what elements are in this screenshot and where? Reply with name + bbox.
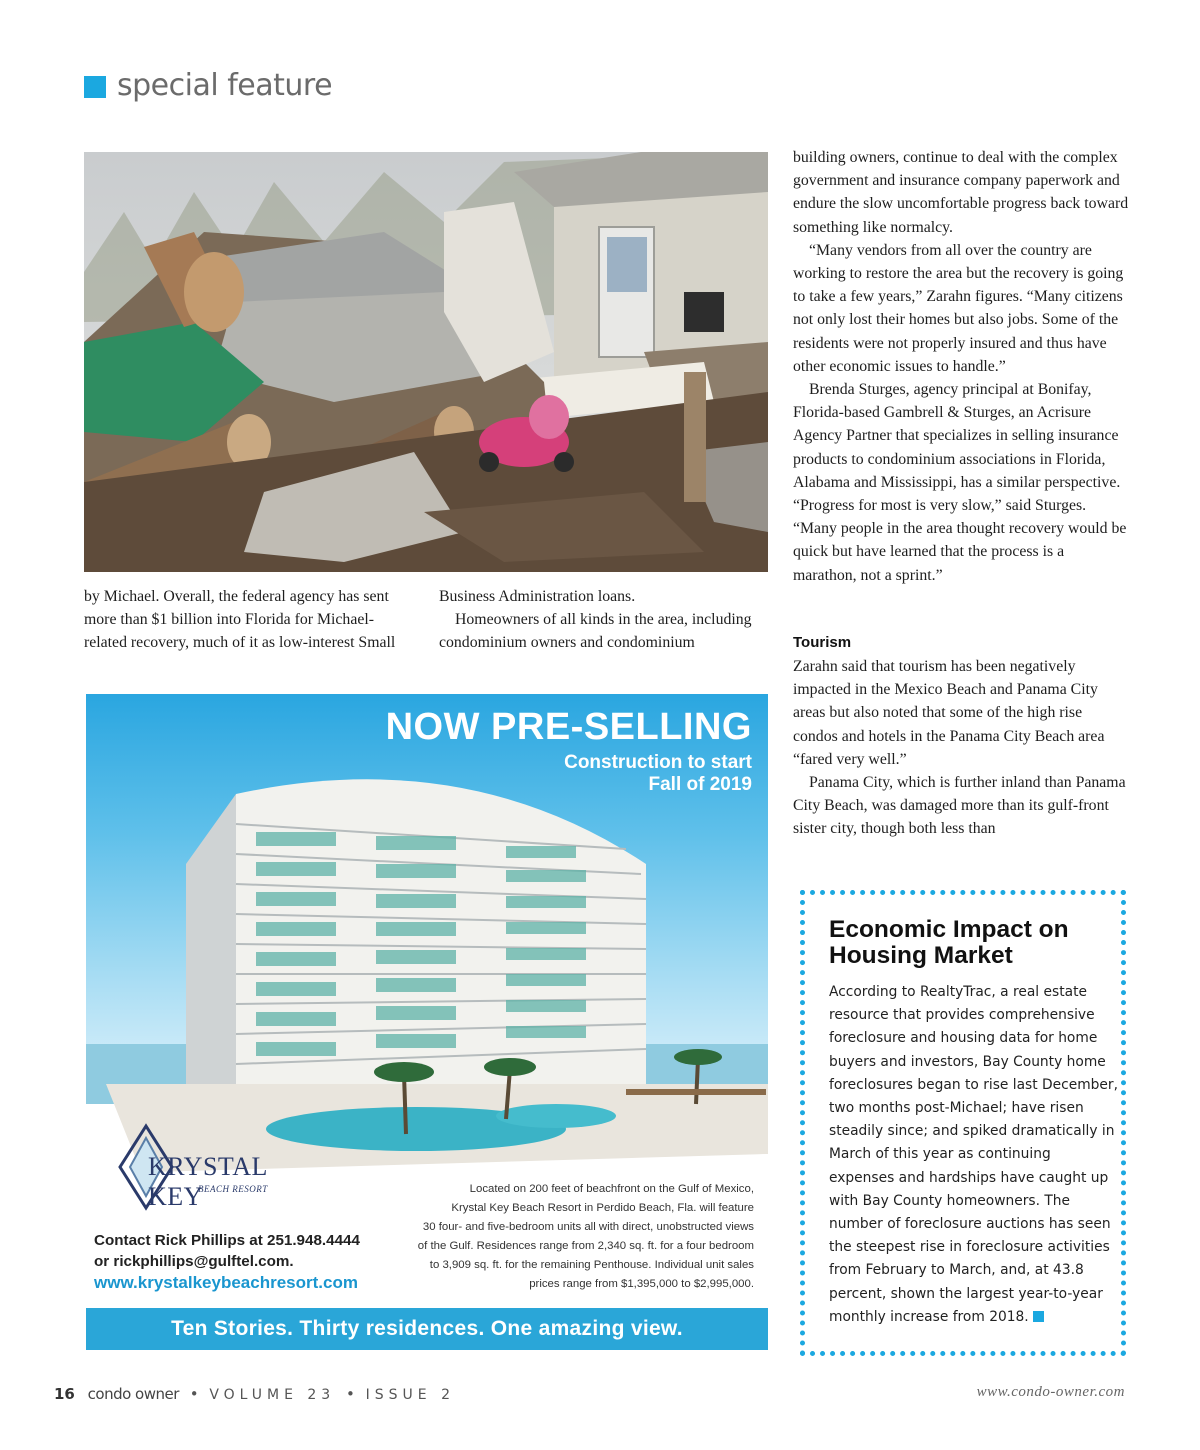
article-paragraph: by Michael. Overall, the federal agency has sent more than $1 billion into Florida for Michael-related recovery, much of it as low-interest Small (84, 588, 396, 652)
sidebar-title: Economic Impact on Housing Market (829, 916, 1069, 969)
ad-contact-email[interactable]: or rickphillips@gulftel.com. (94, 1253, 294, 1270)
article-paragraph: Brenda Sturges, agency principal at Bonifay, Florida-based Gambrell & Sturges, an Acrisure Agency Partner that specializes in selling insurance products to condominium associations in Florida, Alabama and Mississippi, has a similar perspective. “Progress for most is very slow,” said Sturges. “Many people in the area thought recovery would be quick but have learned that the process is a marathon, not a sprint.” (793, 381, 1127, 584)
section-title: special feature (117, 68, 333, 103)
sidebar-body (829, 981, 1119, 1329)
page-number: 16 (54, 1385, 75, 1403)
krystal-key-advertisement[interactable] (86, 694, 768, 1350)
ad-description-line: prices range from $1,395,000 to $2,995,000. (529, 1278, 754, 1290)
magazine-name: condo owner (87, 1385, 179, 1403)
article-paragraph: Zarahn said that tourism has been negatively impacted in the Mexico Beach and Panama City areas but also noted that some of the high rise condos and hotels in the Panama City Beach area “fared very well.” (793, 658, 1105, 768)
article-paragraph: “Many vendors from all over the country are working to restore the area but the recovery is going to take a few years,” Zarahn figures. “Many citizens not only lost their homes but also jobs. Some of the residents were not properly insured and thus have other economic issues to handle.” (793, 241, 1124, 375)
ad-subheadline (452, 752, 752, 796)
bullet-separator: • (189, 1385, 199, 1403)
logo-tagline: BEACH RESORT (198, 1184, 268, 1194)
sidebar-text: According to RealtyTrac, a real estate resource that provides comprehensive foreclosure and housing data for home buyers and investors, Bay County home foreclosures began to rise last December, two months post-Michael; have risen steadily since; and spiked dramatically in March of this year as continuing expenses and hardships have caught up with Bay County homeowners. The number of foreclosure auctions has seen the steepest rise in foreclosure activities from February to March, and, at 43.8 percent, shown the largest year-to-year monthly increase from 2018. (829, 984, 1118, 1325)
article-column-2 (439, 585, 769, 655)
subhead-tourism: Tourism (793, 634, 852, 651)
article-paragraph: Panama City, which is further inland than Panama City Beach, was damaged more than its gulf-front sister city, though both less than (793, 774, 1126, 838)
article-paragraph: Homeowners of all kinds in the area, including condominium owners and condominium (439, 611, 752, 652)
ad-headline: NOW PRE-SELLING (385, 706, 752, 748)
ad-website-link[interactable]: www.krystalkeybeachresort.com (94, 1273, 358, 1292)
issue-label: ISSUE 2 (365, 1387, 455, 1403)
ad-description-line: to 3,909 sq. ft. for the remaining Penthouse. Individual unit sales (429, 1259, 754, 1271)
logo-name: KRYSTAL KEY (148, 1152, 267, 1211)
article-column-3-continued (793, 655, 1129, 841)
footer-folio (54, 1385, 455, 1403)
section-marker (84, 76, 106, 98)
ad-description (404, 1180, 754, 1294)
ad-subline: Construction to start (564, 752, 752, 773)
ad-description-line: of the Gulf. Residences range from 2,340 sq. ft. for a four bedroom (417, 1240, 754, 1252)
volume-label: VOLUME 23 (209, 1387, 336, 1403)
article-column-3 (793, 146, 1129, 587)
ad-description-line: Krystal Key Beach Resort in Perdido Beach, Fla. will feature (451, 1202, 754, 1214)
storm-damage-illustration (84, 152, 768, 572)
economic-impact-sidebar (800, 890, 1126, 1356)
bullet-separator: • (346, 1385, 355, 1403)
end-mark-icon (1033, 1311, 1044, 1322)
ad-contact (94, 1230, 360, 1293)
footer-website[interactable]: www.condo-owner.com (976, 1384, 1125, 1400)
ad-banner: Ten Stories. Thirty residences. One amazing view. (86, 1308, 768, 1350)
ad-contact-phone: Contact Rick Phillips at 251.948.4444 (94, 1232, 360, 1249)
article-paragraph: Business Administration loans. (439, 588, 636, 605)
ad-description-line: Located on 200 feet of beachfront on the Gulf of Mexico, (469, 1183, 754, 1195)
ad-description-line: 30 four- and five-bedroom units all with direct, unobstructed views (422, 1221, 754, 1233)
krystal-key-logo (108, 1122, 308, 1212)
storm-damage-photo (84, 152, 768, 572)
ad-subline: Fall of 2019 (648, 774, 752, 795)
article-column-1 (84, 585, 414, 655)
article-paragraph: building owners, continue to deal with the complex government and insurance company paperwork and endure the slow uncomfortable progress back toward something like normalcy. (793, 149, 1129, 236)
